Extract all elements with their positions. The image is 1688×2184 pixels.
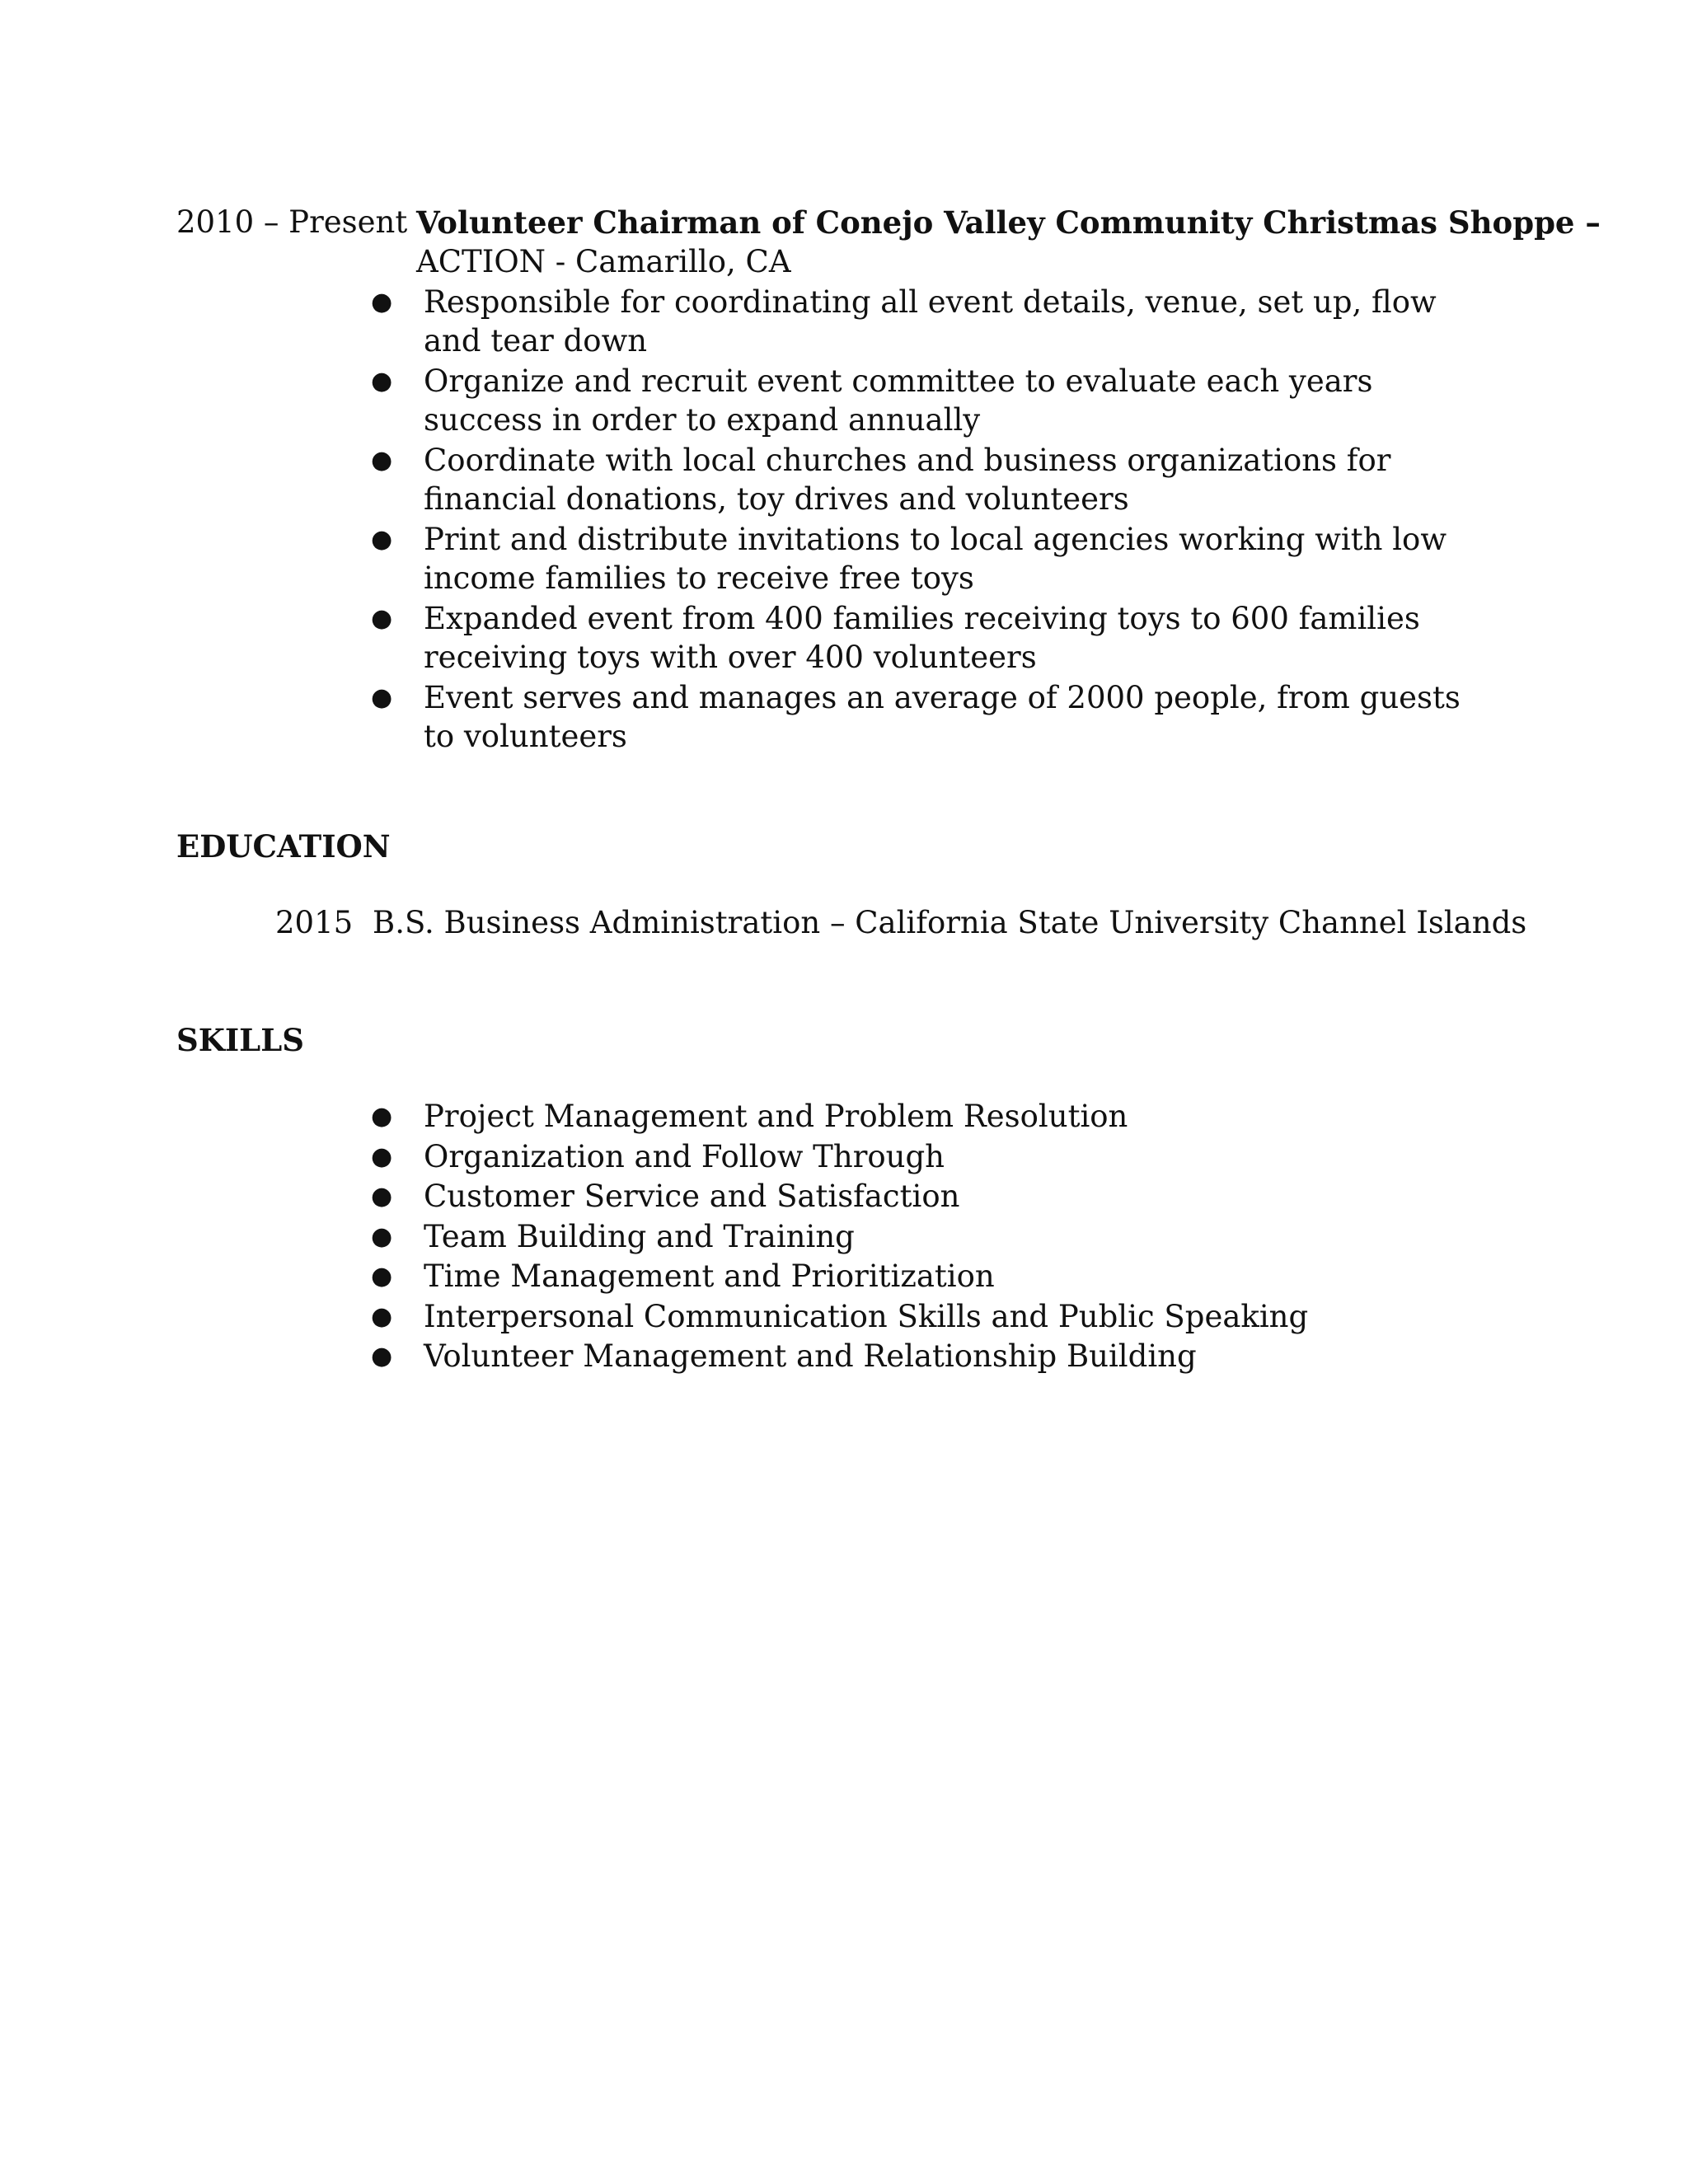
list-item xyxy=(371,1177,1475,1217)
bullet-icon: ● xyxy=(371,525,393,554)
education-year: 2015 xyxy=(275,905,354,940)
experience-bullet-text: Coordinate with local churches and business organizations for financial donations, toy drives and volunteers xyxy=(424,443,1391,517)
education-heading: EDUCATION xyxy=(176,828,391,865)
bullet-icon: ● xyxy=(371,1141,393,1171)
bullet-icon: ● xyxy=(371,446,393,475)
list-item xyxy=(371,1297,1475,1338)
skill-text: Interpersonal Communication Skills and Public Speaking xyxy=(424,1298,1309,1334)
bullet-icon: ● xyxy=(371,1301,393,1331)
experience-bullet-list xyxy=(371,283,1475,757)
education-degree: B.S. Business Administration – California State University Channel Islands xyxy=(373,905,1527,940)
list-item xyxy=(371,1217,1475,1258)
skill-text: Time Management and Prioritization xyxy=(424,1258,995,1294)
list-item xyxy=(371,1097,1475,1137)
list-item xyxy=(371,1337,1475,1377)
list-item xyxy=(371,599,1475,677)
skill-text: Team Building and Training xyxy=(424,1218,855,1254)
skills-bullet-list xyxy=(371,1097,1475,1377)
experience-bullet-text: Event serves and manages an average of 2000 people, from guests to volunteers xyxy=(424,680,1461,754)
bullet-icon: ● xyxy=(371,1102,393,1131)
list-item xyxy=(371,283,1475,360)
list-item xyxy=(371,520,1475,598)
skill-text: Organization and Follow Through xyxy=(424,1138,945,1174)
bullet-icon: ● xyxy=(371,1262,393,1291)
bullet-icon: ● xyxy=(371,1182,393,1211)
skill-text: Volunteer Management and Relationship Building xyxy=(424,1338,1197,1374)
bullet-icon: ● xyxy=(371,683,393,712)
skill-text: Project Management and Problem Resolution xyxy=(424,1099,1128,1134)
list-item xyxy=(371,362,1475,439)
bullet-icon: ● xyxy=(371,1221,393,1251)
list-item xyxy=(371,1257,1475,1297)
experience-bullet-text: Expanded event from 400 families receiving toys to 600 families receiving toys with over 400 volunteers xyxy=(424,601,1420,675)
experience-bullet-text: Responsible for coordinating all event details, venue, set up, flow and tear down xyxy=(424,284,1437,359)
skills-heading: SKILLS xyxy=(176,1022,304,1058)
list-item xyxy=(371,1137,1475,1178)
bullet-icon: ● xyxy=(371,1342,393,1371)
experience-title: Volunteer Chairman of Conejo Valley Community Christmas Shoppe – xyxy=(416,204,1601,241)
list-item xyxy=(371,678,1475,756)
skill-text: Customer Service and Satisfaction xyxy=(424,1179,960,1214)
bullet-icon: ● xyxy=(371,288,393,316)
experience-bullet-text: Print and distribute invitations to local agencies working with low income families to receive free toys xyxy=(424,522,1447,596)
experience-date: 2010 – Present xyxy=(176,204,408,240)
experience-organization: ACTION - Camarillo, CA xyxy=(416,244,791,279)
bullet-icon: ● xyxy=(371,367,393,396)
list-item xyxy=(371,441,1475,518)
bullet-icon: ● xyxy=(371,604,393,633)
experience-bullet-text: Organize and recruit event committee to evaluate each years success in order to expand annually xyxy=(424,363,1373,438)
